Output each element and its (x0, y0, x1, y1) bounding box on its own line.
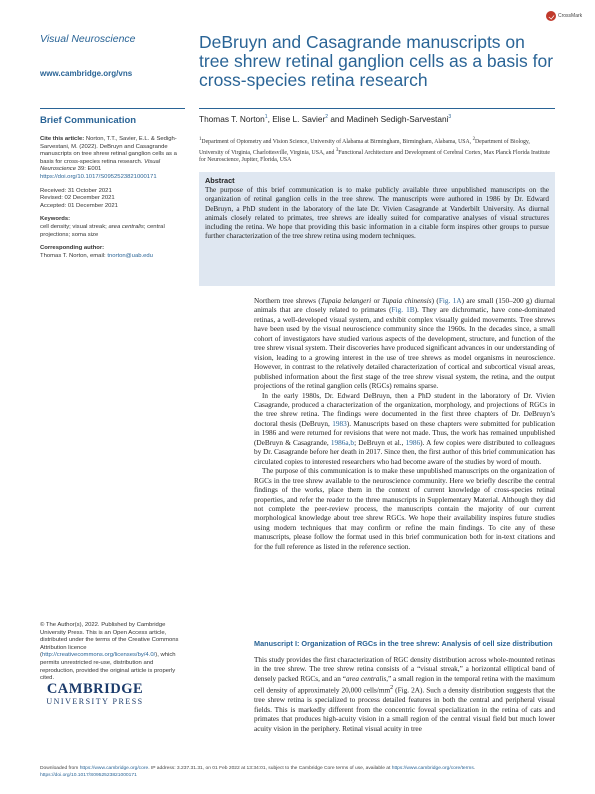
abstract-text: The purpose of this brief communication is to make publicly available three unpublished manuscripts on the organization of retinal ganglion cells in the tree shrew. The manuscripts were authored in 1986 by Dr. Edward DeBruyn, a PhD student in the laboratory of the late Dr. Vivien Casagrande at Vanderbilt University. As diurnal animals closely related to primates, tree shrews are ideally suited for comparative analyses of visual structures including the retina. We hope that providing this basic information in a citable form inspires other groups to pursue further characterization of the tree shrew retina using modern techniques. (205, 186, 549, 241)
footer-doi-link[interactable]: https://doi.org/10.1017/S0952523821000171 (40, 773, 137, 778)
license-part-2: ), which permits unrestricted re-use, distribution and reproduction, provided the original article is properly cited. (40, 652, 176, 682)
date-received: Received: 31 October 2021 (40, 187, 112, 194)
author-name: Elise L. Savier (272, 114, 326, 124)
abstract-heading: Abstract (205, 176, 235, 185)
affiliation-2: Department of Biology, University of Virginia, Charlottesville, Virginia, USA, and (199, 138, 530, 156)
affiliation-1: Department of Optometry and Vision Science, University of Alabama at Birmingham, Birmingham, Alabama, USA, (201, 138, 472, 145)
figure-link[interactable]: Fig. 1A (438, 297, 462, 305)
article-metadata (40, 136, 188, 266)
author-name: Thomas T. Norton (199, 114, 265, 124)
corresponding-email-link[interactable]: tnorton@uab.edu (107, 252, 153, 259)
author-affiliation-marker: 3 (448, 114, 452, 121)
reference-link[interactable]: 1983 (332, 419, 347, 428)
citation-journal: Visual Neuroscience (40, 158, 161, 173)
reference-link[interactable]: 1986a,b (330, 438, 355, 447)
body-paragraph-2: In the early 1980s, Dr. Edward DeBruyn, then a PhD student in the laboratory of Dr. Vivien Casagrande, produced a characterization of the organization, morphology, and projections of RGCs in the tree shrew retina. The findings were documented in the first three chapters of Dr. DeBruyn’s doctoral thesis (DeBruyn, 1983). Manuscripts based on these chapters were submitted for publication in 1986 and were returned for revisions that were not made. Thus, the work has remained unpublished (DeBruyn & Casagrande, 1986a,b; DeBruyn et al., 1986). A few copies were distributed to colleagues by Dr. Casagrande before her death in 2017. Since then, the first author of this brief communication has circulated copies to interested researchers who had become aware of the studies by word of mouth. (254, 391, 555, 466)
affiliation-3: Functional Architecture and Development of Cerebral Cortex, Max Planck Florida Institute for Neuroscience, Jupiter, Florida, USA (199, 149, 550, 164)
figure-link[interactable]: Fig. 2A (397, 686, 420, 695)
journal-name: Visual Neuroscience (40, 33, 136, 45)
license-link[interactable]: http://creativecommons.org/licenses/by/4.0/ (41, 652, 156, 659)
body-text (254, 297, 555, 552)
dates (40, 188, 188, 211)
journal-url-link[interactable]: www.cambridge.org/vns (40, 69, 133, 78)
section-heading: Manuscript I: Organization of RGCs in the tree shrew: Analysis of cell size distribution (254, 639, 553, 648)
license-part-1: © The Author(s), 2022. Published by Cambridge University Press. This is an Open Access article, distributed under the terms of the Creative Commons Attribution licence ( (40, 622, 179, 659)
corresponding-author (40, 245, 188, 260)
title-divider (199, 108, 555, 109)
author-affiliation-marker: 1 (264, 114, 268, 121)
corresponding-heading: Corresponding author: (40, 245, 105, 252)
citation-volume: 39: E001 (76, 166, 102, 173)
keywords-text-1: cell density; visual streak; (40, 223, 109, 230)
citation-doi-link[interactable]: https://doi.org/10.1017/S0952523821000171 (40, 173, 157, 180)
date-revised: Revised: 02 December 2021 (40, 195, 115, 202)
crossmark-label: CrossMark (558, 13, 583, 19)
crossmark-badge[interactable] (546, 11, 582, 21)
keywords-heading: Keywords: (40, 216, 71, 223)
keywords-text-2: ; central projections; soma size (40, 223, 165, 238)
reference-link[interactable]: 1986 (405, 438, 421, 447)
download-footer: Downloaded from https://www.cambridge.org/core. IP address: 3.237.31.31, on 01 Feb 2022 at 13:34:01, subject to the Cambridge Core terms of use, available at https://www.cambridge.org/core/terms. https://doi.org/10.1017/S0952523821000171 (40, 766, 476, 778)
body-text-section-1 (254, 656, 555, 734)
author-affiliation-marker: 2 (325, 114, 329, 121)
date-accepted: Accepted: 01 December 2021 (40, 202, 118, 209)
author-name: Madineh Sedigh-Sarvestani (346, 114, 449, 124)
affiliations: $^1$Department of Optometry and Vision Science, University of Alabama at Birmingham, Birmingham, Alabama, USA, $^2$Department of Biology, University of Virginia, Charlottesville, Virginia, USA, and $^3$Functional Architecture and Development of Cerebral Cortex, Max Planck Florida Institute for Neuroscience, Jupiter, Florida, USA (199, 137, 550, 164)
citation-heading: Cite this article: (40, 136, 85, 142)
publisher-logo-line-2: UNIVERSITY PRESS (46, 697, 144, 706)
corresponding-text: Thomas T. Norton, email: (40, 252, 108, 259)
article-type: Brief Communication (40, 115, 137, 126)
author-list: Thomas T. Norton$^1$, Elise L. Savier$^2$ and Madineh Sedigh-Sarvestani$^3$ (199, 114, 452, 124)
left-divider (40, 108, 185, 109)
crossmark-icon (546, 11, 556, 21)
body-paragraph-1: Northern tree shrews (Tupaia belangeri or Tupaia chinensis) (Fig. 1A) are small (150–200 g) diurnal animals that are closely related to primates (Fig. 1B). They are dichromatic, have cone-dominated retinas, a well-developed visual system, and exhibit complex visually guided movements. Tree shrews have been used by the visual neuroscience community since the 1960s. In the decades since, a small cohort of investigators have studied various aspects of the development, structure, and function of the tree shrew visual system. Their discoveries have produced significant advances in our understanding of vision, leading to a growing interest in the use of tree shrews as model organisms in neuroscience. However, in contrast to the relatively detailed characterization of cortical and subcortical visual areas, published information about the first stage of the tree shrew visual system, the retina, and the output projections of the retinal ganglion cells (RGCs) remains sparse. (254, 297, 555, 391)
license-text (40, 622, 188, 683)
article-title: DeBruyn and Casagrande manuscripts on tree shrew retinal ganglion cells as a basis for cross-species retina research (199, 32, 554, 90)
publisher-logo (40, 682, 150, 707)
publisher-logo-line-1: CAMBRIDGE (46, 681, 144, 697)
footer-terms-link[interactable]: https://www.cambridge.org/core/terms (391, 766, 474, 771)
citation (40, 136, 188, 182)
keywords-text-italic: area centralis (108, 223, 144, 230)
abstract-box (199, 172, 555, 286)
citation-text: Norton, T.T., Savier, E.L. & Sedigh-Sarvestani, M. (2022). DeBruyn and Casagrande manuscripts on tree shrew retinal ganglion cells as a basis for cross-species retina research. (40, 136, 177, 165)
body-paragraph-4: This study provides the first characterization of RGC density distribution across whole-mounted retinas in the tree shrew. The tree shrew retina consists of a “visual streak,” a horizontal elliptical band of densely packed RGCs, and an “area centralis,” a small region in the temporal retina with the maximum cell density of approximately 20,000 cells/$mm^2$ (Fig. 2A). Such a density distribution suggests that the tree shrew retina is specialized to process detailed features in both the central and peripheral visual fields. This is markedly different from the concentric foveal specialization in the retina of cats and primates that produces high-acuity vision in a small region of the central visual field but much lower acuity vision in the periphery. Retinal visual acuity in tree (254, 656, 555, 733)
body-paragraph-3: The purpose of this communication is to make these unpublished manuscripts on the organization of RGCs in the tree shrew available to the neuroscience community. Here we briefly describe the central findings of the works, place them in the context of current knowledge of cross-species retinal properties, and refer the reader to the three manuscripts in Supplementary Material. Although they did not complete the peer-review process, the manuscripts contain the majority of our current morphological knowledge about tree shrew RGCs. We hope their availability inspires future studies using modern techniques that may confirm or refine the main findings. To cite any of these manuscripts, please follow the format used in this brief communication both for in-text citations and for the full reference as listed in the reference section. (254, 467, 555, 551)
footer-core-link[interactable]: https://www.cambridge.org/core (79, 766, 149, 771)
keywords (40, 216, 188, 239)
figure-link[interactable]: Fig. 1B (391, 306, 415, 315)
